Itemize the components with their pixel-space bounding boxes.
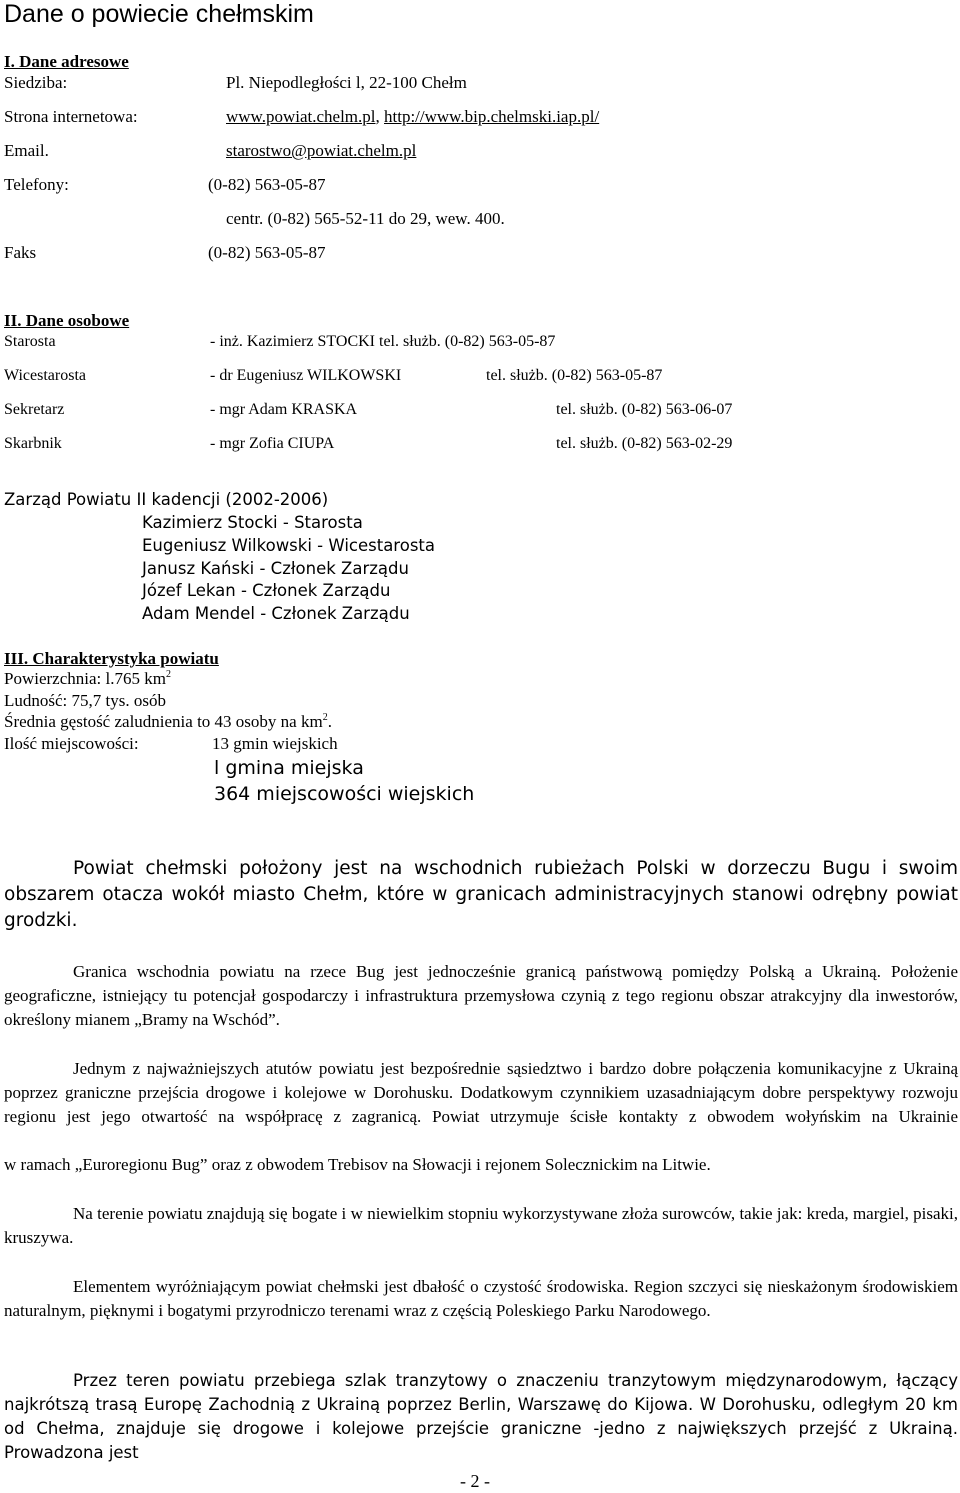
miejscowosci-gmina-miejska: l gmina miejska: [214, 757, 364, 779]
miejscowosci-gminy: 13 gmin wiejskich: [212, 734, 338, 753]
zarzad-member: Józef Lekan - Członek Zarządu: [142, 581, 391, 600]
section-2-heading: II. Dane osobowe: [4, 311, 130, 330]
staff-role: Sekretarz: [4, 401, 65, 418]
miejscowosci-wiejskie: 364 miejscowości wiejskich: [214, 783, 475, 805]
paragraph-tranzyt: Przez teren powiatu przebiega szlak tranzytowy o znaczeniu tranzytowym międzynarodowym, łączący najkrótszą trasą Europę Zachodnią z Ukrainą poprzez Berlin, Warszawę do Kijowa. W Dorohusku, odległym 20 km od Chełma, znajduje się drogowe i kolejowe przejście graniczne -jedno z największych przejść z Ukrainą. Prowadzona jest: [4, 1371, 958, 1462]
paragraph-atuty-cont: w ramach „Euroregionu Bug” oraz z obwodem Trebisov na Słowacji i rejonem Solecznickim na Litwie.: [4, 1155, 711, 1174]
paragraph-granica: Granica wschodnia powiatu na rzece Bug jest jednocześnie granicą państwową pomiędzy Polską a Ukrainą. Położenie geograficzne, istniejący tu potencjał gospodarczy i infrastruktura przemysłowa czynią z tego regionu obszar atrakcyjny dla inwestorów, określony mianem „Bramy na Wschód”.: [4, 962, 958, 1029]
paragraph-intro: Powiat chełmski położony jest na wschodnich rubieżach Polski w dorzeczu Bugu i swoim obszarem otacza wokół miasto Chełm, które w granicach administracyjnych stanowi odrębny powiat grodzki.: [4, 858, 958, 931]
website-link[interactable]: www.powiat.chelm.pl: [226, 107, 376, 126]
email-label: Email.: [4, 141, 49, 160]
telefony-centrala: centr. (0-82) 565-52-11 do 29, wew. 400.: [226, 209, 505, 228]
staff-name: - dr Eugeniusz WILKOWSKI: [210, 367, 402, 384]
link-separator: ,: [375, 107, 380, 126]
staff-phone: tel. służb. (0-82) 563-06-07: [556, 401, 733, 418]
gestosc-zaludnienia: Średnia gęstość zaludnienia to 43 osoby na $km^2$.: [4, 712, 332, 731]
ludnosc: Ludność: 75,7 tys. osób: [4, 691, 166, 710]
staff-role: Skarbnik: [4, 435, 62, 452]
miejscowosci-label: Ilość miejscowości:: [4, 734, 139, 753]
zarzad-member: Eugeniusz Wilkowski - Wicestarosta: [142, 536, 435, 555]
www-links: [226, 108, 599, 125]
paragraph-srodowisko: Elementem wyróżniającym powiat chełmski jest dbałość o czystość środowiska. Region szczyci się nieskażonym środowiskiem naturalnym, pięknymi i bogatymi przyrodniczo terenami wraz z częścią Poleskiego Parku Narodowego.: [4, 1277, 958, 1320]
zarzad-heading: Zarząd Powiatu II kadencji (2002-2006): [4, 490, 329, 509]
zarzad-member: Kazimierz Stocki - Starosta: [142, 513, 363, 532]
telefony-value: (0-82) 563-05-87: [208, 175, 326, 194]
powierzchnia: Powierzchnia: l.765 $km^2$: [4, 669, 171, 688]
staff-phone: tel. służb. (0-82) 563-02-29: [556, 435, 733, 452]
bip-link[interactable]: http://www.bip.chelmski.iap.pl/: [384, 107, 600, 126]
www-label: Strona internetowa:: [4, 107, 138, 126]
staff-phone: tel. służb. (0-82) 563-05-87: [486, 367, 663, 384]
paragraph-atuty: Jednym z najważniejszych atutów powiatu jest bezpośrednie sąsiedztwo i bardzo dobre połączenia komunikacyjne z Ukrainą poprzez graniczne przejścia drogowe i kolejowe w Dorohusku. Dodatkowym czynnikiem uzasadniającym dobre perspektywy rozwoju regionu jest jego otwartość na współpracę z zagranicą. Powiat utrzymuje ścisłe kontakty z obwodem wołyńskim na Ukrainie: [4, 1059, 958, 1126]
faks-label: Faks: [4, 243, 37, 262]
staff-role: Starosta: [4, 333, 56, 350]
section-3-heading: III. Charakterystyka powiatu: [4, 649, 219, 668]
staff-name: - mgr Adam KRASKA: [210, 401, 358, 418]
section-1-heading: I. Dane adresowe: [4, 52, 129, 71]
page-number: - 2 -: [460, 1471, 490, 1491]
staff-role: Wicestarosta: [4, 367, 86, 384]
staff-name: - inż. Kazimierz STOCKI tel. służb. (0-82) 563-05-87: [210, 333, 556, 350]
email-link[interactable]: starostwo@powiat.chelm.pl: [226, 141, 417, 160]
page-title: Dane o powiecie chełmskim: [4, 0, 314, 28]
zarzad-member: Adam Mendel - Członek Zarządu: [142, 604, 410, 623]
paragraph-surowce: Na terenie powiatu znajdują się bogate i w niewielkim stopniu wykorzystywane złoża surowców, takie jak: kreda, margiel, pisaki, kruszywa.: [4, 1204, 958, 1247]
staff-name: - mgr Zofia CIUPA: [210, 435, 335, 452]
zarzad-member: Janusz Kański - Członek Zarządu: [142, 559, 409, 578]
siedziba-label: Siedziba:: [4, 73, 68, 92]
siedziba-value: Pl. Niepodległości l, 22-100 Chełm: [226, 73, 467, 92]
faks-value: (0-82) 563-05-87: [208, 243, 326, 262]
telefony-label: Telefony:: [4, 175, 69, 194]
